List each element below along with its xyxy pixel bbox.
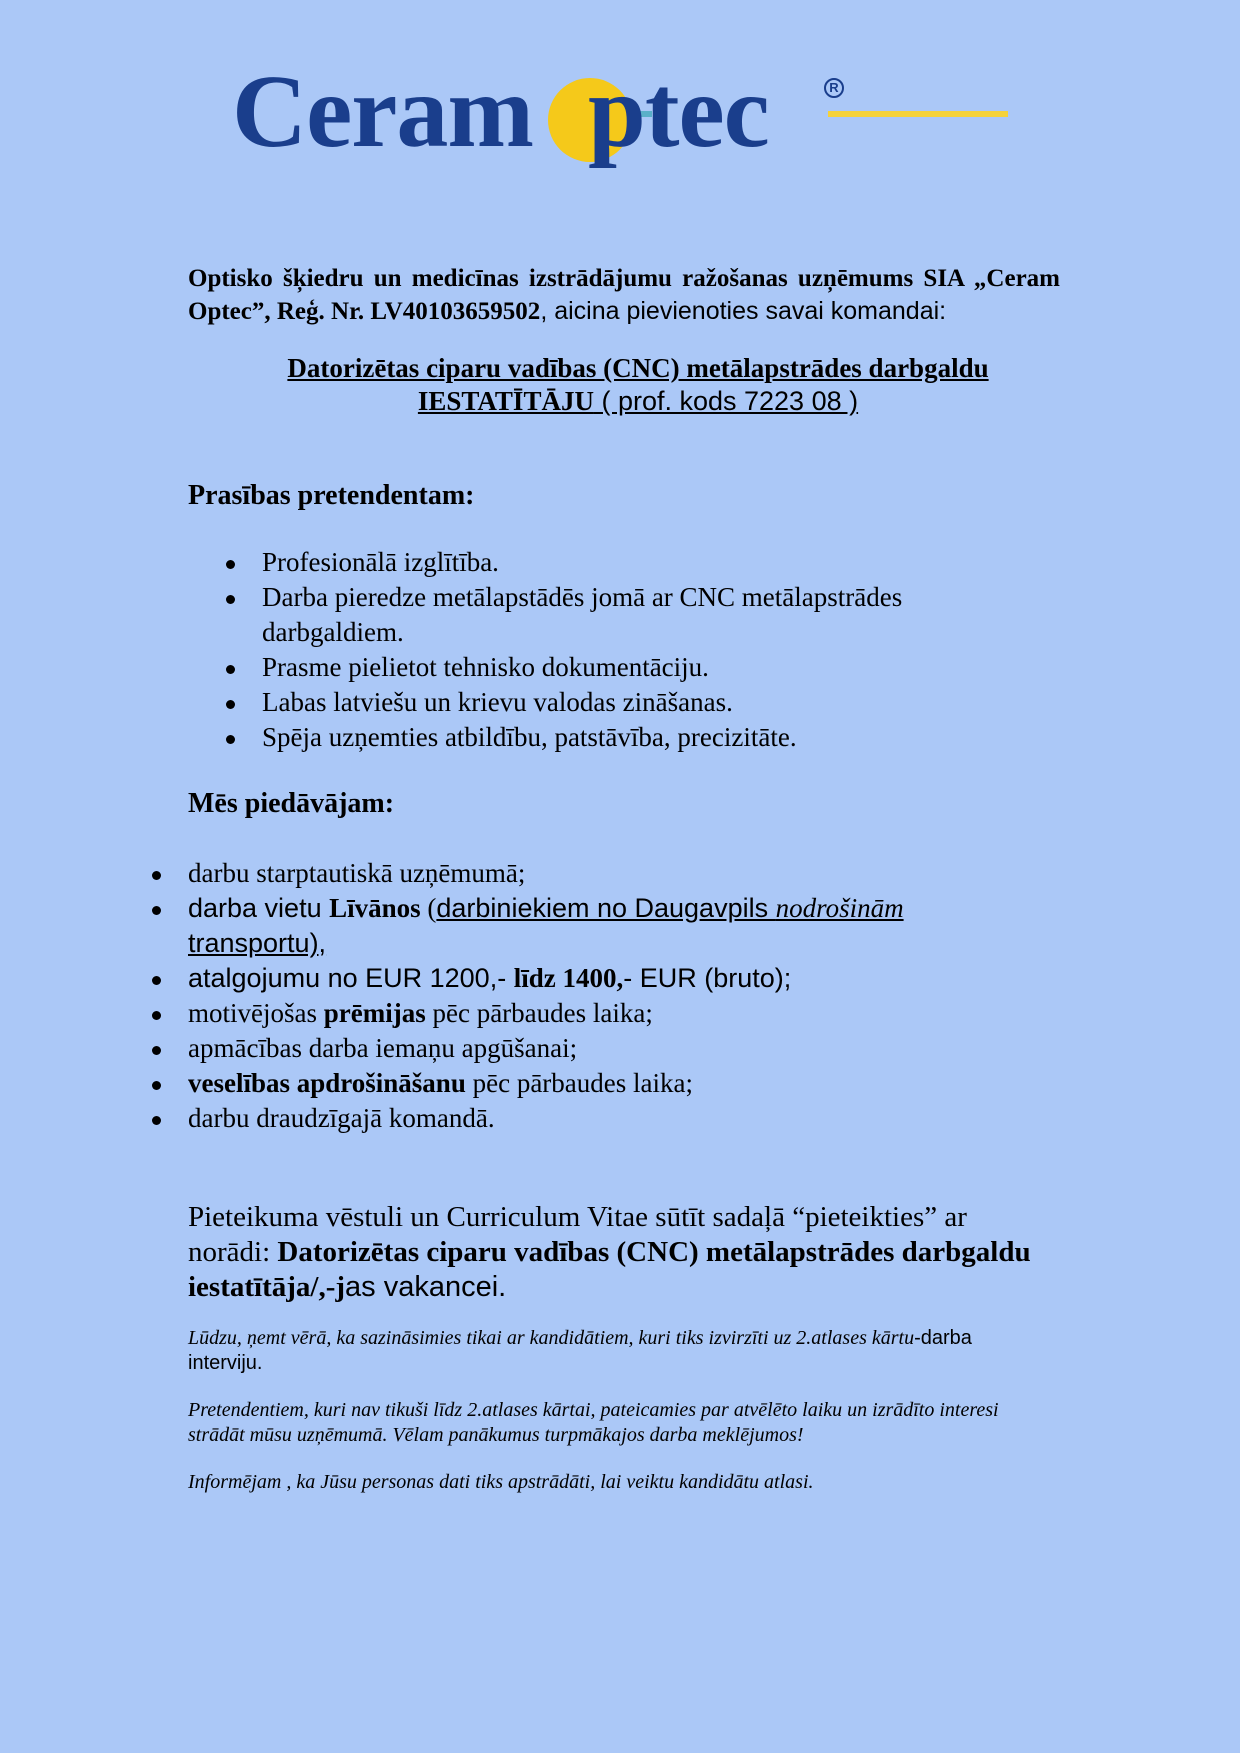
company-logo (232, 54, 1032, 180)
title-line-2 (188, 385, 1088, 418)
offer-salary-unit: - EUR (bruto); (623, 963, 792, 993)
intro-invite: , aicina pievienoties savai komandai: (540, 297, 947, 325)
logo-yellow-line (828, 111, 1008, 117)
list-item: darbu draudzīgajā komandā. (188, 1101, 1008, 1136)
offer-insurance-end: pēc pārbaudes laika; (465, 1068, 693, 1098)
offer-transport-end: transportu), (188, 928, 327, 958)
offer-insurance: veselības apdrošināšanu (188, 1068, 466, 1098)
title-line-1: Datorizētas ciparu vadības (CNC) metālapstrādes darbgaldu (287, 353, 989, 383)
contact-note (188, 1326, 1048, 1376)
offer-paren: ( (420, 893, 437, 923)
application-instructions (188, 1200, 1048, 1305)
offer-transport-provide: nodrošinām (775, 893, 904, 923)
offer-workplace-text: darba vietu (188, 893, 330, 923)
title-position: IESTATĪTĀJU (417, 386, 594, 416)
list-item (188, 891, 1008, 961)
apply-text: Pieteikuma vēstuli un Curriculum Vitae sūtīt sadaļā “pieteikties” ar norādi: (188, 1201, 967, 1268)
title-prof-code: ( prof. kods 7223 08 ) (593, 386, 859, 416)
privacy-note: Informējam , ka Jūsu personas dati tiks apstrādāti, lai veiktu kandidātu atlasi. (188, 1471, 814, 1493)
offer-bonus-text: motivējošas (188, 998, 324, 1028)
note-interview: -darba interviju. (188, 1327, 972, 1374)
thank-you-note: Pretendentiem, kuri nav tikuši līdz 2.atlases kārtai, pateicamies par atvēlēto laiku un izrādīto interesi strādāt mūsu uzņēmumā. Vēlam panākumus turpmākajos darba meklējumos! (188, 1399, 999, 1446)
list-item: Profesionālā izglītība. (262, 545, 1022, 580)
list-item (188, 961, 1008, 996)
apply-position: Datorizētas ciparu vadības (CNC) metālapstrādes darbgaldu iestatītāja/,-j (188, 1236, 1031, 1303)
requirements-list (262, 545, 1022, 755)
offer-bonus: prēmijas (323, 998, 426, 1028)
position-title (188, 352, 1088, 418)
intro-company-info: Optisko šķiedru un medicīnas izstrādājumu ražošanas uzņēmums SIA „Ceram Optec”, Reģ. Nr. LV40103659502 (188, 265, 1060, 325)
list-item (188, 1066, 1008, 1101)
list-item: Prasme pielietot tehnisko dokumentāciju. (262, 650, 1022, 685)
list-item: Darba pieredze metālapstādēs jomā ar CNC metālapstrādes darbgaldiem. (262, 580, 1022, 650)
list-item: Labas latviešu un krievu valodas zināšanas. (262, 685, 1022, 720)
requirements-heading: Prasības pretendentam: (188, 480, 475, 511)
list-item (188, 996, 1008, 1031)
offer-heading: Mēs piedāvājam: (188, 788, 395, 819)
apply-end: as vakancei. (345, 1271, 507, 1303)
logo-text-ceram: Ceram (232, 54, 534, 169)
offer-salary-from: atalgojumu no EUR 1200,- (188, 963, 514, 993)
offer-salary-to: līdz 1400, (513, 963, 624, 993)
offer-transport-text: darbiniekiem no Daugavpils (436, 893, 776, 923)
offer-list (188, 856, 1008, 1136)
offer-location: Līvānos (329, 893, 421, 923)
note-selection: Lūdzu, ņemt vērā, ka sazināsimies tikai ar kandidātiem, kuri tiks izvirzīti uz 2.atlases kārtu (188, 1327, 915, 1349)
list-item: apmācības darba iemaņu apgūšanai; (188, 1031, 1008, 1066)
offer-bonus-end: pēc pārbaudes laika; (425, 998, 653, 1028)
registered-mark-icon: R (824, 78, 844, 98)
list-item: Spēja uzņemties atbildību, patstāvība, precizitāte. (262, 720, 1022, 755)
logo-text-ptec: ptec (588, 54, 769, 169)
intro-paragraph (188, 262, 1060, 328)
list-item: darbu starptautiskā uzņēmumā; (188, 856, 1008, 891)
